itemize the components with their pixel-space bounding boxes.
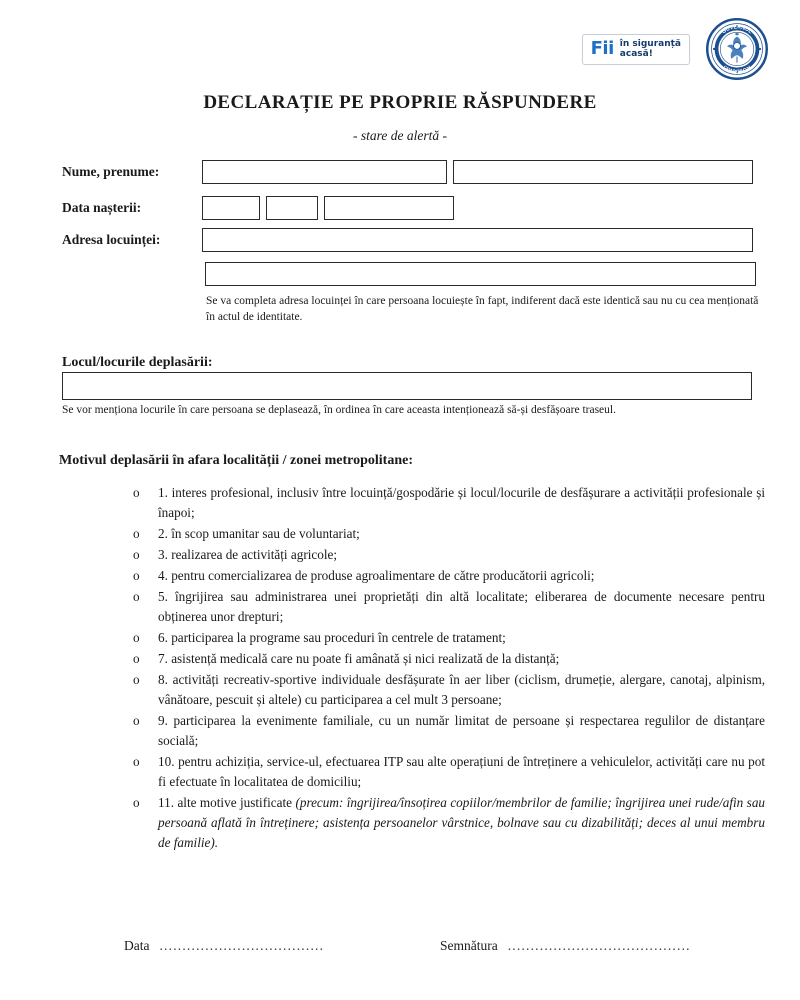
fii-slogan-line1: în siguranță <box>619 38 681 49</box>
radio-bullet-icon[interactable]: o <box>133 589 140 604</box>
list-item[interactable] <box>131 793 765 853</box>
motive-options-list <box>131 483 765 854</box>
fii-wordmark: Fii <box>590 37 614 59</box>
list-item-label: 1. interes profesional, inclusiv între locuință/gospodărie și locul/locurile de desfășurare a activității profesionale și înapoi; <box>158 485 765 520</box>
list-item[interactable] <box>131 670 765 710</box>
list-item[interactable] <box>131 545 765 565</box>
radio-bullet-icon[interactable]: o <box>133 795 140 810</box>
data-dotted-line[interactable]: .................................... <box>159 938 325 953</box>
label-semnatura: Semnătura <box>440 938 498 953</box>
radio-bullet-icon[interactable]: o <box>133 672 140 687</box>
svg-text:GUVERNUL: GUVERNUL <box>721 24 754 36</box>
field-row-nume-prenume <box>62 160 753 184</box>
page-title: DECLARAȚIE PE PROPRIE RĂSPUNDERE <box>203 92 597 113</box>
input-adresa-line-2[interactable] <box>205 262 756 286</box>
list-item-label: 2. în scop umanitar sau de voluntariat; <box>158 526 360 541</box>
list-item-label: 3. realizarea de activități agricole; <box>158 547 338 562</box>
fii-slogan <box>620 39 681 59</box>
list-item-label: 6. participarea la programe sau proceduri în centrele de tratament; <box>158 630 506 645</box>
list-item[interactable] <box>131 752 765 792</box>
input-data-nasterii-luna[interactable] <box>266 196 318 220</box>
list-item[interactable] <box>131 524 765 544</box>
list-item-label: 8. activități recreativ-sportive individuale desfășurate în aer liber (ciclism, drumeție, alergare, canotaj, alpinism, vânătoare, pescuit și altele) cu participarea a cel mult 3 persoane; <box>158 672 765 707</box>
label-nume-prenume: Nume, prenume: <box>62 164 160 179</box>
list-item[interactable] <box>131 483 765 523</box>
radio-bullet-icon[interactable]: o <box>133 526 140 541</box>
signature-footer <box>0 938 800 964</box>
input-data-nasterii-zi[interactable] <box>202 196 260 220</box>
note-locul-deplasarii: Se vor menționa locurile în care persoana se deplasează, în ordinea în care aceasta intenționează să-și desfășoare traseul. <box>62 404 616 416</box>
radio-bullet-icon[interactable]: o <box>133 713 140 728</box>
section-title-motivul-deplasarii: Motivul deplasării în afara localității / zonei metropolitane: <box>59 453 413 468</box>
fii-slogan-line2: acasă! <box>619 48 653 59</box>
label-adresa-locuintei: Adresa locuinței: <box>62 232 161 247</box>
radio-bullet-icon[interactable]: o <box>133 485 140 500</box>
svg-text:ROMÂNIEI: ROMÂNIEI <box>722 63 752 74</box>
label-data: Data <box>124 938 150 953</box>
list-item-label: 9. participarea la evenimente familiale, cu un număr limitat de persoane și respectarea regulilor de distanțare socială; <box>158 713 765 748</box>
input-data-nasterii-an[interactable] <box>324 196 454 220</box>
list-item[interactable] <box>131 649 765 669</box>
section-title-locul-deplasarii: Locul/locurile deplasării: <box>62 355 213 370</box>
field-row-adresa-locuintei <box>62 228 753 252</box>
note-adresa: Se va completa adresa locuinței în care persoana locuiește în fapt, indiferent dacă este identică sau nu cu cea menționată în actul de identitate. <box>206 295 759 323</box>
list-item[interactable] <box>131 711 765 751</box>
list-item-label: 4. pentru comercializarea de produse agroalimentare de către producătorii agricoli; <box>158 568 595 583</box>
label-data-nasterii: Data nașterii: <box>62 200 142 215</box>
list-item-label: 5. îngrijirea sau administrarea unei proprietăți din altă localitate; eliberarea de documente necesare pentru obținerea unor drepturi; <box>158 589 765 624</box>
radio-bullet-icon[interactable]: o <box>133 630 140 645</box>
guvernul-romaniei-seal-icon <box>706 18 768 80</box>
signature-group <box>440 938 691 954</box>
list-item[interactable] <box>131 587 765 627</box>
input-nume[interactable] <box>202 160 447 184</box>
radio-bullet-icon[interactable]: o <box>133 754 140 769</box>
fii-campaign-badge <box>582 34 690 65</box>
input-prenume[interactable] <box>453 160 753 184</box>
list-item[interactable] <box>131 628 765 648</box>
input-adresa-line-1[interactable] <box>202 228 753 252</box>
signature-date-group <box>124 938 324 954</box>
header-logos <box>582 18 768 80</box>
list-item-label-italic: (precum: îngrijirea/însoțirea copiilor/membrilor de familie; îngrijirea unei rude/afin sau persoană aflată în întreținere; asistența persoanelor vârstnice, bolnave sau cu dizabilități; deces al unui membru de familie). <box>158 795 766 850</box>
radio-bullet-icon[interactable]: o <box>133 547 140 562</box>
page-subtitle: - stare de alertă - <box>353 128 447 143</box>
semnatura-dotted-line[interactable]: ........................................ <box>507 938 691 953</box>
radio-bullet-icon[interactable]: o <box>133 651 140 666</box>
field-row-data-nasterii <box>62 196 454 220</box>
radio-bullet-icon[interactable]: o <box>133 568 140 583</box>
list-item[interactable] <box>131 566 765 586</box>
list-item-label: 7. asistență medicală care nu poate fi amânată și nici realizată de la distanță; <box>158 651 560 666</box>
list-item-label: 10. pentru achiziția, service-ul, efectuarea ITP sau alte operațiuni de întreținere a vehiculelor, activități care nu pot fi efectuate în localitatea de domiciliu; <box>158 754 765 789</box>
input-locul-deplasarii[interactable] <box>62 372 752 400</box>
list-item-label: 11. alte motive justificate <box>158 795 296 810</box>
